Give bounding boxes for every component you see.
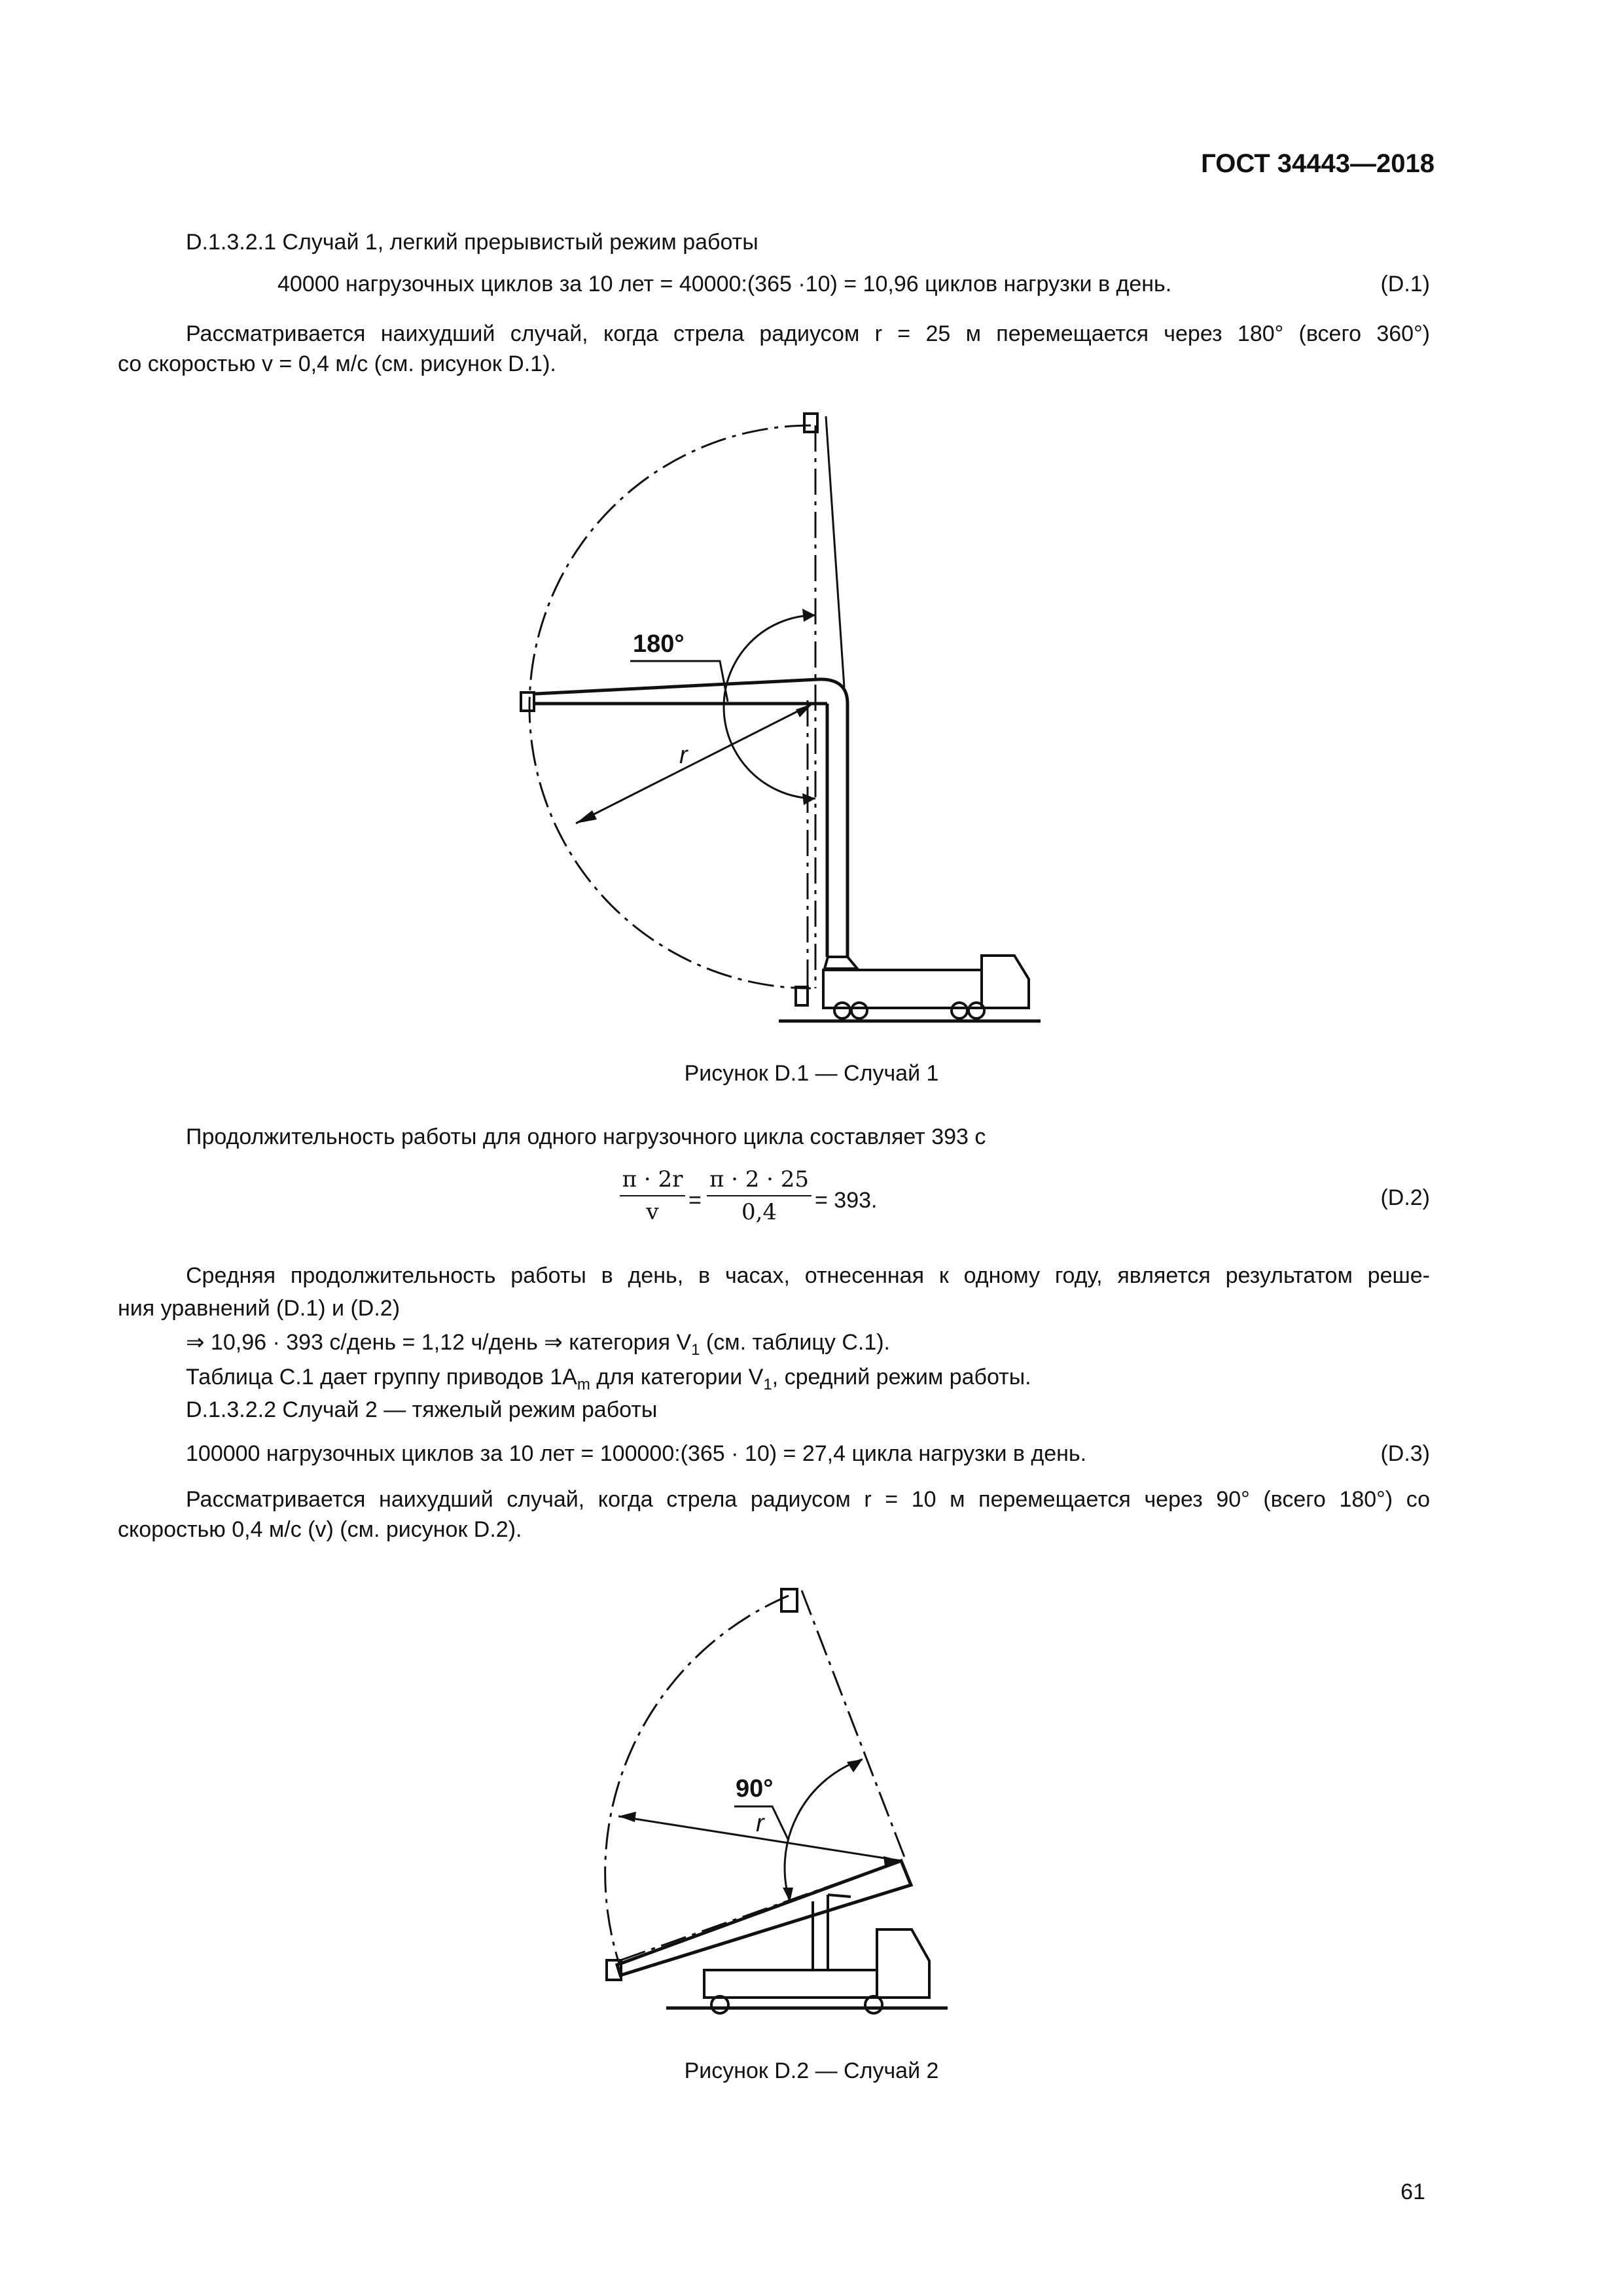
- section-heading-2: D.1.3.2.2 Случай 2 — тяжелый режим работы: [186, 1397, 658, 1422]
- paragraph-case2-line2: скоростью 0,4 м/с (v) (см. рисунок D.2).: [118, 1517, 522, 1542]
- document-id: ГОСТ 34443—2018: [1201, 149, 1435, 178]
- paragraph-case1-line2: со скоростью v = 0,4 м/с (см. рисунок D.1).: [118, 351, 556, 376]
- paragraph-case2-line1: Рассматривается наихудший случай, когда стрела радиусом r = 10 м перемещается через 90° (всего 180°) со: [186, 1487, 1430, 1512]
- section-heading-1: D.1.3.2.1 Случай 1, легкий прерывистый режим работы: [186, 230, 758, 255]
- table-reference-b: для категории V: [590, 1365, 764, 1390]
- calculation-subscript: 1: [691, 1341, 700, 1359]
- figure-d2-angle-label: 90°: [736, 1775, 774, 1803]
- paragraph-case1-line1: Рассматривается наихудший случай, когда стрела радиусом r = 25 м перемещается через 180° (всего 360°): [186, 321, 1430, 346]
- figure-d2-caption: Рисунок D.2 — Случай 2: [684, 2058, 939, 2083]
- table-reference-sub-1: 1: [763, 1376, 772, 1393]
- figure-d1-angle-label: 180°: [633, 630, 685, 658]
- formula-number-d1: (D.1): [1380, 272, 1430, 296]
- formula-number-d2: (D.2): [1380, 1185, 1430, 1210]
- fraction-equals: =: [688, 1188, 702, 1213]
- average-paragraph-line1: Средняя продолжительность работы в день, в часах, отнесенная к одному году, является результатом реше-: [186, 1263, 1430, 1288]
- calculation-tail: (см. таблицу С.1).: [700, 1330, 890, 1355]
- table-reference-sub-m: m: [577, 1376, 590, 1393]
- average-paragraph-line2: ния уравнений (D.1) и (D.2): [118, 1296, 401, 1321]
- calculation-text: ⇒ 10,96 · 393 с/день = 1,12 ч/день ⇒ категория V: [186, 1330, 692, 1355]
- figure-d1-caption: Рисунок D.1 — Случай 1: [684, 1061, 939, 1086]
- fraction-1-denominator: v: [646, 1199, 659, 1225]
- formula-d3: 100000 нагрузочных циклов за 10 лет = 100000:(365 · 10) = 27,4 цикла нагрузки в день.: [186, 1441, 1087, 1466]
- fraction-2-denominator: 0,4: [741, 1199, 777, 1225]
- table-reference-a: Таблица С.1 дает группу приводов 1A: [186, 1365, 577, 1390]
- duration-text: Продолжительность работы для одного нагрузочного цикла составляет 393 с: [186, 1124, 986, 1149]
- fraction-2-numerator: π · 2 · 25: [709, 1166, 810, 1193]
- figure-d1-radius-label: r: [679, 742, 688, 769]
- fraction-1-numerator: π · 2r: [622, 1166, 683, 1193]
- page-number: 61: [1400, 2179, 1425, 2204]
- formula-number-d3: (D.3): [1380, 1441, 1430, 1466]
- fraction-result: = 393.: [815, 1188, 878, 1213]
- table-reference-c: , средний режим работы.: [772, 1365, 1031, 1390]
- formula-d1: 40000 нагрузочных циклов за 10 лет = 40000:(365 ·10) = 10,96 циклов нагрузки в день.: [277, 272, 1172, 296]
- figure-d2-radius-label: r: [756, 1810, 764, 1837]
